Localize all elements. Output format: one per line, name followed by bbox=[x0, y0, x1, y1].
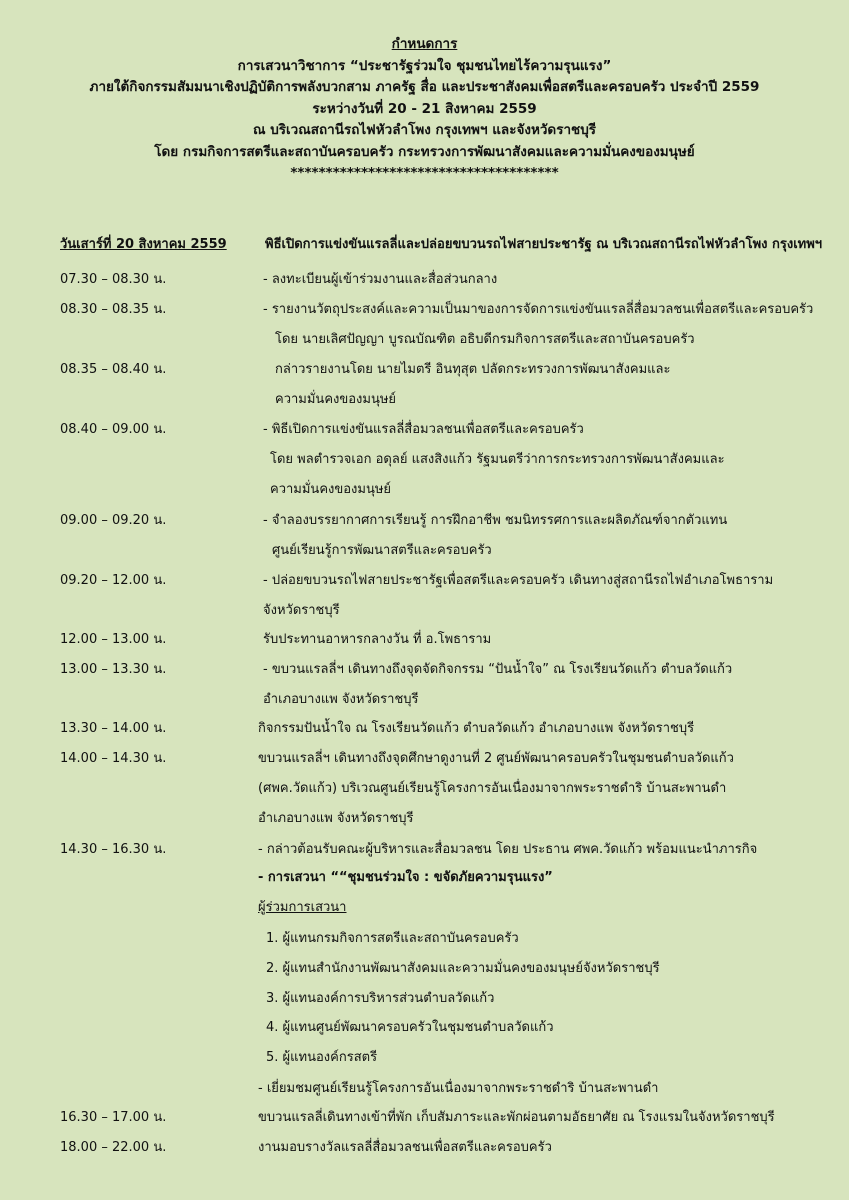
discussion-title: - การเสวนา ““ชุมชนร่วมใจ : ขจัดภัยความรุนแรง” bbox=[258, 870, 553, 885]
schedule-line: งานมอบรางวัลแรลลี่สื่อมวลชนเพื่อสตรีและครอบครัว bbox=[258, 1140, 552, 1155]
schedule-line: - กล่าวต้อนรับคณะผู้บริหารและสื่อมวลชน โดย ประธาน ศพค.วัดแก้ว พร้อมแนะนำภารกิจ bbox=[258, 842, 758, 857]
day-date: วันเสาร์ที่ 20 สิงหาคม 2559 bbox=[60, 237, 227, 252]
schedule-line: - ขบวนแรลลี่ฯ เดินทางถึงจุดจัดกิจกรรม “ปันน้ำใจ” ณ โรงเรียนวัดแก้ว ตำบลวัดแก้ว bbox=[263, 662, 733, 677]
schedule-time: 13.30 – 14.00 น. bbox=[60, 721, 167, 736]
schedule-line: ขบวนแรลลี่ฯ เดินทางถึงจุดศึกษาดูงานที่ 2 ศูนย์พัฒนาครอบครัวในชุมชนตำบลวัดแก้ว bbox=[258, 751, 734, 766]
event-dates: ระหว่างวันที่ 20 - 21 สิงหาคม 2559 bbox=[312, 100, 537, 117]
panelist-item: 1. ผู้แทนกรมกิจการสตรีและสถาบันครอบครัว bbox=[266, 931, 519, 946]
schedule-time: 08.35 – 08.40 น. bbox=[60, 362, 167, 377]
panelist-item: 3. ผู้แทนองค์การบริหารส่วนตำบลวัดแก้ว bbox=[266, 991, 495, 1006]
schedule-line: - พิธีเปิดการแข่งขันแรลลี่สื่อมวลชนเพื่อสตรีและครอบครัว bbox=[263, 422, 584, 437]
schedule-time: 14.30 – 16.30 น. bbox=[60, 842, 167, 857]
schedule-time: 09.20 – 12.00 น. bbox=[60, 573, 167, 588]
schedule-line: ความมั่นคงของมนุษย์ bbox=[270, 482, 392, 497]
schedule-line: โดย พลตำรวจเอก อดุลย์ แสงสิงแก้ว รัฐมนตรีว่าการกระทรวงการพัฒนาสังคมและ bbox=[270, 452, 725, 467]
schedule-line: ศูนย์เรียนรู้การพัฒนาสตรีและครอบครัว bbox=[272, 543, 492, 558]
schedule-time: 18.00 – 22.00 น. bbox=[60, 1140, 167, 1155]
document-header bbox=[0, 34, 849, 185]
schedule-time: 14.00 – 14.30 น. bbox=[60, 751, 167, 766]
panelist-item: 2. ผู้แทนสำนักงานพัฒนาสังคมและความมั่นคงของมนุษย์จังหวัดราชบุรี bbox=[266, 961, 660, 976]
schedule-line: อำเภอบางแพ จังหวัดราชบุรี bbox=[258, 811, 414, 826]
schedule-line: (ศพค.วัดแก้ว) บริเวณศูนย์เรียนรู้โครงการอันเนื่องมาจากพระราชดำริ บ้านสะพานดำ bbox=[258, 781, 727, 796]
schedule-line: - รายงานวัตถุประสงค์และความเป็นมาของการจัดการแข่งขันแรลลี่สื่อมวลชนเพื่อสตรีและครอบครัว bbox=[263, 302, 814, 317]
panelist-item: 4. ผู้แทนศูนย์พัฒนาครอบครัวในชุมชนตำบลวัดแก้ว bbox=[266, 1020, 554, 1035]
event-location: ณ บริเวณสถานีรถไฟหัวลำโพง กรุงเทพฯ และจังหวัดราชบุรี bbox=[252, 122, 597, 138]
day-title: พิธีเปิดการแข่งขันแรลลี่และปล่อยขบวนรถไฟสายประชารัฐ ณ บริเวณสถานีรถไฟหัวลำโพง กรุงเทพฯ bbox=[265, 237, 823, 252]
schedule-time: 08.30 – 08.35 น. bbox=[60, 302, 167, 317]
event-name: การเสวนาวิชาการ “ประชารัฐร่วมใจ ชุมชนไทยไร้ความรุนแรง” bbox=[237, 57, 612, 74]
schedule-line: รับประทานอาหารกลางวัน ที่ อ.โพธาราม bbox=[263, 632, 492, 647]
schedule-line: ขบวนแรลลี่เดินทางเข้าที่พัก เก็บสัมภาระและพักผ่อนตามอัธยาศัย ณ โรงแรมในจังหวัดราชบุรี bbox=[258, 1110, 775, 1125]
schedule-line: - เยี่ยมชมศูนย์เรียนรู้โครงการอันเนื่องมาจากพระราชดำริ บ้านสะพานดำ bbox=[258, 1081, 659, 1096]
schedule-line: - จำลองบรรยากาศการเรียนรู้ การฝึกอาชีพ ชมนิทรรศการและผลิตภัณฑ์จากตัวแทน bbox=[263, 513, 728, 528]
panelist-item: 5. ผู้แทนองค์กรสตรี bbox=[266, 1050, 378, 1065]
event-program: ภายใต้กิจกรรมสัมมนาเชิงปฏิบัติการพลังบวกสาม ภาครัฐ สื่อ และประชาสังคมเพื่อสตรีและครอบครัว ประจำปี 2559 bbox=[89, 79, 760, 95]
schedule-time: 07.30 – 08.30 น. bbox=[60, 272, 167, 287]
schedule-line: โดย นายเลิศปัญญา บูรณบัณฑิต อธิบดีกรมกิจการสตรีและสถาบันครอบครัว bbox=[275, 332, 695, 347]
separator-stars: ************************************** bbox=[290, 165, 559, 181]
schedule-line: กล่าวรายงานโดย นายไมตรี อินทุสุต ปลัดกระทรวงการพัฒนาสังคมและ bbox=[275, 362, 671, 377]
schedule-time: 09.00 – 09.20 น. bbox=[60, 513, 167, 528]
document-title: กำหนดการ bbox=[391, 36, 458, 52]
schedule-line: - ปล่อยขบวนรถไฟสายประชารัฐเพื่อสตรีและครอบครัว เดินทางสู่สถานีรถไฟอำเภอโพธาราม bbox=[263, 573, 774, 588]
event-organizer: โดย กรมกิจการสตรีและสถาบันครอบครัว กระทรวงการพัฒนาสังคมและความมั่นคงของมนุษย์ bbox=[154, 143, 695, 160]
schedule-line: - ลงทะเบียนผู้เข้าร่วมงานและสื่อส่วนกลาง bbox=[263, 272, 498, 287]
schedule-line: อำเภอบางแพ จังหวัดราชบุรี bbox=[263, 692, 419, 707]
schedule-line: จังหวัดราชบุรี bbox=[263, 603, 340, 618]
schedule-time: 13.00 – 13.30 น. bbox=[60, 662, 167, 677]
schedule-line: ความมั่นคงของมนุษย์ bbox=[275, 392, 397, 407]
panelists-heading: ผู้ร่วมการเสวนา bbox=[258, 900, 347, 915]
schedule-line: กิจกรรมปันน้ำใจ ณ โรงเรียนวัดแก้ว ตำบลวัดแก้ว อำเภอบางแพ จังหวัดราชบุรี bbox=[258, 721, 695, 736]
schedule-time: 08.40 – 09.00 น. bbox=[60, 422, 167, 437]
schedule-time: 16.30 – 17.00 น. bbox=[60, 1110, 167, 1125]
schedule-time: 12.00 – 13.00 น. bbox=[60, 632, 167, 647]
